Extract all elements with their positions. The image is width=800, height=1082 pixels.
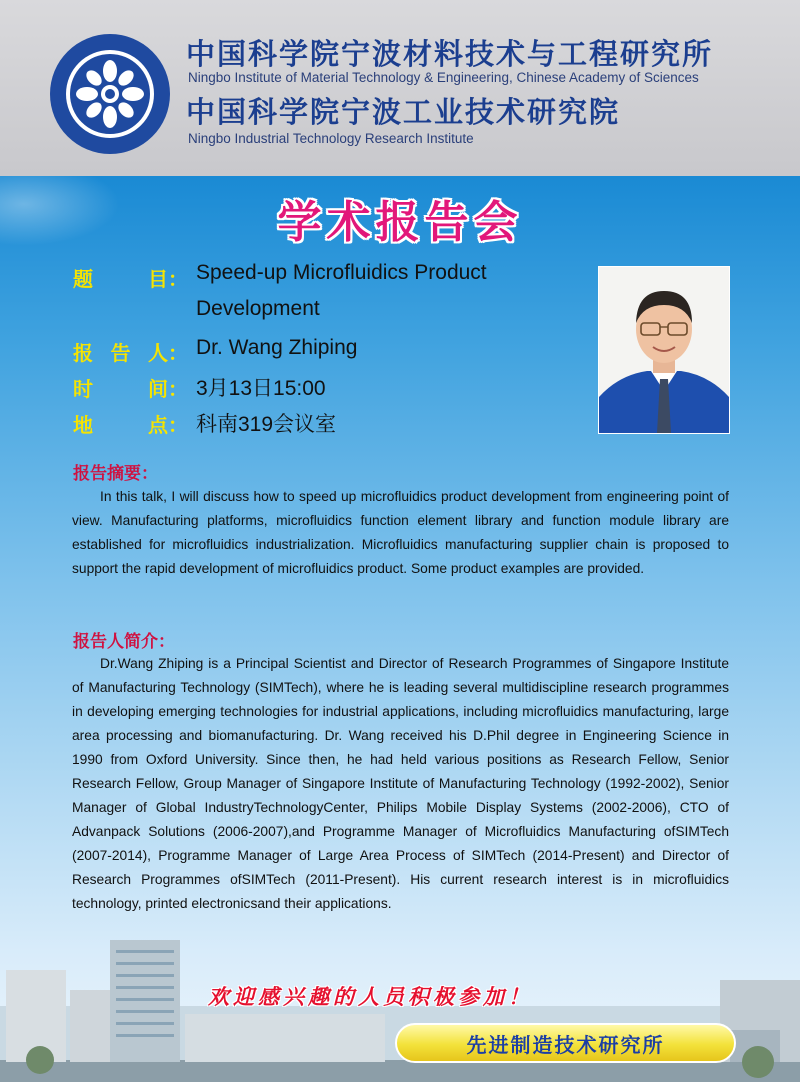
place-value: 科南319会议室: [196, 413, 337, 436]
topic-value-line1: Speed-up Microfluidics Product: [196, 261, 487, 284]
abstract-heading: 报告摘要：: [73, 464, 158, 484]
time-value: 3月13日15:00: [196, 377, 326, 400]
speaker-photo: [598, 266, 730, 434]
cas-logo-icon: [49, 33, 171, 155]
topic-label: 题 目：: [73, 267, 188, 291]
bio-heading: 报告人简介：: [73, 632, 175, 652]
welcome-message: 欢迎感兴趣的人员积极参加！: [208, 984, 533, 1009]
org2-english-name: Ningbo Industrial Technology Research Institute: [188, 131, 474, 146]
org1-english-name: Ningbo Institute of Material Technology & Engineering, Chinese Academy of Sciences: [188, 70, 699, 85]
speaker-value: Dr. Wang Zhiping: [196, 336, 358, 359]
speaker-label: 报 告 人：: [73, 341, 188, 365]
topic-value-line2: Development: [196, 297, 320, 320]
time-label: 时 间：: [73, 377, 188, 401]
org1-chinese-name: 中国科学院宁波材料技术与工程研究所: [186, 37, 714, 71]
org2-chinese-name: 中国科学院宁波工业技术研究院: [186, 95, 621, 129]
abstract-text: In this talk, I will discuss how to speed up microfluidics product development from engineering point of view. Manufacturing platforms, microfluidics function element library and function module library are established for microfluidics industrialization. Microfluidics manufacturing supplier chain is proposed to support the rapid development of microfluidics product. Some product examples are provided.: [72, 489, 729, 576]
page-title: 学术报告会: [277, 197, 523, 248]
department-badge: 先进制造技术研究所: [395, 1023, 736, 1063]
speaker-portrait-icon: [599, 267, 729, 433]
header-banner: [0, 0, 800, 176]
bio-text: Dr.Wang Zhiping is a Principal Scientist and Director of Research Programmes of Singapore Institute of Manufacturing Technology (SIMTech), where he is leading several multidiscipline research programmes in developing emerging technologies for industrial applications, including microfluidics manufacturing, large area processing and biomanufacturing. Dr. Wang received his D.Phil degree in Engineering Science in 1990 from Oxford University. Since then, he had held various positions as Research Fellow, Senior Research Fellow, Group Manager of Singapore Institute of Manufacturing Technology (1992-2002), Senior Manager of Global IndustryTechnologyCenter, Philips Mobile Display Systems (2002-2006), CTO of Advanpack Solutions (2006-2007),and Programme Manager of Microfluidics Manufacturing ofSIMTech (2007-2014), Programme Manager of Large Area Process of SIMTech (2014-Present) and Director of Research Programmes ofSIMTech (2011-Present). His current research interest is in microfluidics technology, printed electronicsand their applications.: [72, 656, 729, 911]
place-label: 地 点：: [73, 413, 188, 437]
